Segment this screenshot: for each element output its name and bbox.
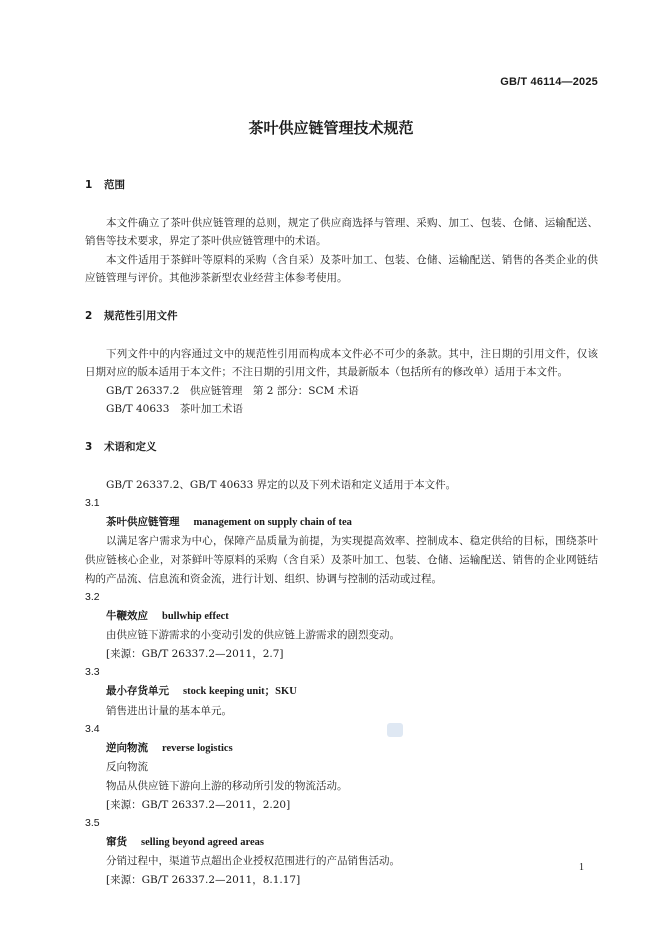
term-name xyxy=(85,739,598,759)
term-definition: 分销过程中，渠道节点超出企业授权范围进行的产品销售活动。 xyxy=(106,855,400,868)
term-name-zh: 窜货 xyxy=(106,835,127,848)
reference-item: GB/T 40633 茶叶加工术语 xyxy=(106,403,243,416)
section-1-title: 范围 xyxy=(104,179,125,191)
standard-number: GB/T 46114—2025 xyxy=(500,76,598,88)
term-definition: 由供应链下游需求的小变动引发的供应链上游需求的剧烈变动。 xyxy=(106,629,400,642)
section-1-paragraph-1: 本文件确立了茶叶供应链管理的总则，规定了供应商选择与管理、采购、加工、包装、仓储、运输配送、销售等技术要求，界定了茶叶供应链管理中的术语。 xyxy=(85,216,598,248)
term-number: 3.3 xyxy=(85,666,100,679)
term-name-en: management on supply chain of tea xyxy=(193,516,352,528)
term-alt-name: 反向物流 xyxy=(106,761,148,774)
term-definition: 物品从供应链下游向上游的移动所引发的物流活动。 xyxy=(106,780,348,793)
section-1-heading xyxy=(85,176,598,195)
watermark-mark xyxy=(387,723,403,737)
term-name-zh: 茶叶供应链管理 xyxy=(106,515,180,528)
term-number: 3.5 xyxy=(85,817,100,830)
reference-item: GB/T 26337.2 供应链管理 第 2 部分：SCM 术语 xyxy=(106,384,359,397)
term-name-en: reverse logistics xyxy=(162,742,233,754)
term-number: 3.4 xyxy=(85,723,100,736)
term-definition: 以满足客户需求为中心，保障产品质量为前提，为实现提高效率、控制成本、稳定供给的目标，围绕茶叶供应链核心企业，对茶鲜叶等原料的采购（含自采）及茶叶加工、包装、仓储、运输配送、销售的企业网链结构的产品流、信息流和资金流，进行计划、组织、协调与控制的活动或过程。 xyxy=(85,535,598,585)
section-2-title: 规范性引用文件 xyxy=(104,309,178,322)
section-3-heading xyxy=(85,438,598,457)
term-name-en: bullwhip effect xyxy=(162,610,229,622)
section-2-heading xyxy=(85,307,598,326)
section-2-number: 2 xyxy=(85,309,93,322)
term-name-zh: 最小存货单元 xyxy=(106,685,169,698)
term-definition: 销售进出计量的基本单元。 xyxy=(106,704,232,717)
term-name xyxy=(85,833,598,853)
term-source: [来源：GB/T 26337.2—2011，2.7] xyxy=(106,647,284,660)
document-body xyxy=(85,176,598,890)
section-2-paragraph: 下列文件中的内容通过文中的规范性引用而构成本文件必不可少的条款。其中，注日期的引用文件，仅该日期对应的版本适用于本文件；不注日期的引用文件，其最新版本（包括所有的修改单）适用于本文件。 xyxy=(85,347,598,379)
term-source: [来源：GB/T 26337.2—2011，2.20] xyxy=(106,798,291,811)
section-1-number: 1 xyxy=(85,179,93,191)
term-name xyxy=(85,682,598,702)
section-3-title: 术语和定义 xyxy=(104,440,157,453)
term-number: 3.1 xyxy=(85,497,100,510)
term-name-zh: 牛鞭效应 xyxy=(106,609,148,622)
section-1-paragraph-2: 本文件适用于茶鲜叶等原料的采购（含自采）及茶叶加工、包装、仓储、运输配送、销售的各类企业的供应链管理与评价。其他涉茶新型农业经营主体参考使用。 xyxy=(85,253,598,285)
term-name-en: stock keeping unit；SKU xyxy=(183,686,297,698)
term-name xyxy=(85,607,598,627)
section-3-number: 3 xyxy=(85,440,93,453)
term-number: 3.2 xyxy=(85,591,100,604)
term-name xyxy=(85,513,598,533)
section-3-intro: GB/T 26337.2、GB/T 40633 界定的以及下列术语和定义适用于本文件。 xyxy=(106,478,457,491)
term-name-en: selling beyond agreed areas xyxy=(141,836,264,848)
page-number: 1 xyxy=(579,862,584,873)
document-title: 茶叶供应链管理技术规范 xyxy=(248,119,414,137)
term-source: [来源：GB/T 26337.2—2011，8.1.17] xyxy=(106,874,301,886)
term-name-zh: 逆向物流 xyxy=(106,741,148,754)
